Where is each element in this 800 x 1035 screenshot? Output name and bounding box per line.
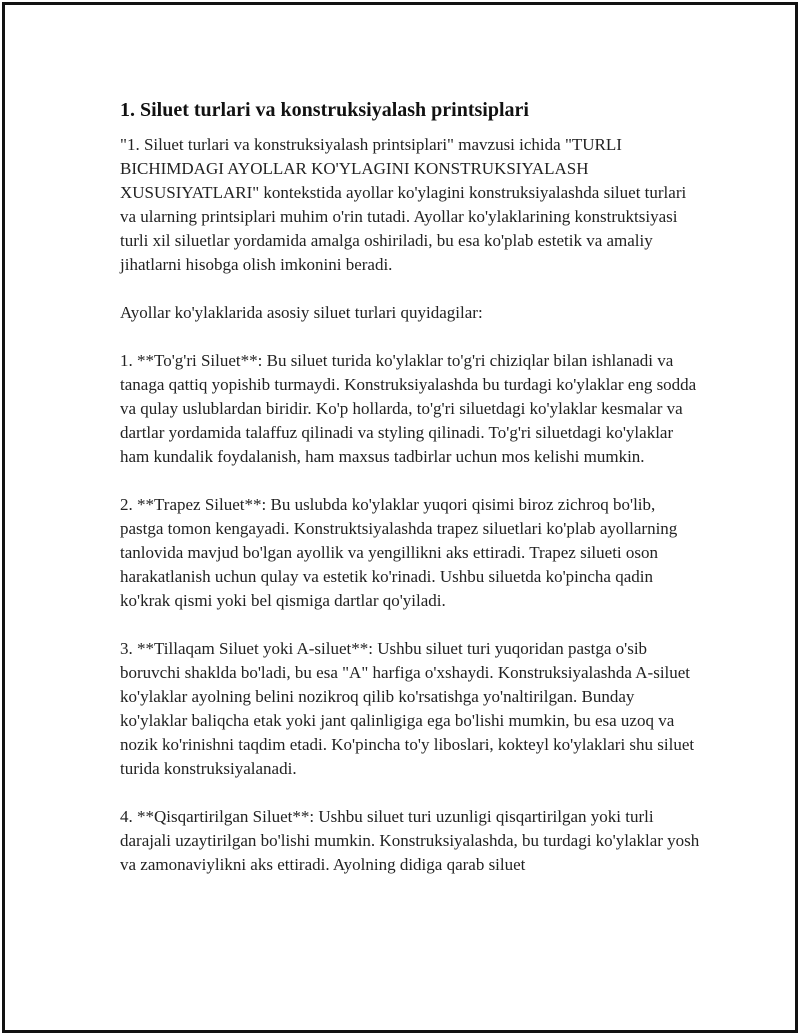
straight-silhouette-paragraph: 1. **To'g'ri Siluet**: Bu siluet turida ko'ylaklar to'g'ri chiziqlar bilan ishlanadi va tanaga qattiq yopishib turmaydi. Konstruksiyalashda bu turdagi ko'ylaklar eng sodda va qulay uslublardan biridir. Ko'p hollarda, to'g'ri siluetdagi ko'ylaklar kesmalar va dartlar yordamida talaffuz qilinadi va styling qilinadi. To'g'ri siluetdagi ko'ylaklar ham kundalik foydalanish, ham maxsus tadbirlar uchun mos kelishi mumkin. (120, 351, 697, 466)
document-title: 1. Siluet turlari va konstruksiyalash printsiplari (120, 99, 529, 121)
trapeze-silhouette-paragraph: 2. **Trapez Siluet**: Bu uslubda ko'ylaklar yuqori qisimi biroz zichroq bo'lib, pastga tomon kengayadi. Konstruktsiyalashda trapez siluetlari ko'plab ayollarning tanlovida mavjud bo'lgan ayollik va yengillikni aks ettiradi. Trapez silueti oson harakatlanish uchun qulay va estetik ko'rinadi. Ushbu siluetda ko'pincha qadin ko'krak qismi yoki bel qismiga dartlar qo'yiladi. (120, 495, 678, 610)
document-body (120, 97, 700, 901)
intro-paragraph: "1. Siluet turlari va konstruksiyalash printsiplari" mavzusi ichida "TURLI BICHIMDAGI AYOLLAR KO'YLAGINI KONSTRUKSIYALASH XUSUSIYATLARI" kontekstida ayollar ko'ylagini konstruksiyalashda siluet turlari va ularning printsiplari muhim o'rin tutadi. Ayollar ko'ylaklarining konstruktsiyasi turli xil siluetlar yordamida amalga oshiriladi, bu esa ko'plab estetik va amaliy jihatlarni hisobga olish imkonini beradi. (120, 135, 687, 274)
silhouette-types-lead: Ayollar ko'ylaklarida asosiy siluet turlari quyidagilar: (120, 303, 483, 322)
page-frame (2, 2, 798, 1033)
a-silhouette-paragraph: 3. **Tillaqam Siluet yoki A-siluet**: Ushbu siluet turi yuqoridan pastga o'sib boruvchi shaklda bo'ladi, bu esa "A" harfiga o'xshaydi. Konstruksiyalashda A-siluet ko'ylaklar ayolning belini nozikroq qilib ko'rsatishga yo'naltirilgan. Bunday ko'ylaklar baliqcha etak yoki jant qalinligiga ega bo'lishi mumkin, bu esa uzoq va nozik ko'rinishni taqdim etadi. Ko'pincha to'y liboslari, kokteyl ko'ylaklari shu siluet turida konstruksiyalanadi. (120, 639, 695, 778)
shortened-silhouette-paragraph: 4. **Qisqartirilgan Siluet**: Ushbu siluet turi uzunligi qisqartirilgan yoki turli darajali uzaytirilgan bo'lishi mumkin. Konstruksiyalashda, bu turdagi ko'ylaklar yosh va zamonaviylikni aks ettiradi. Ayolning didiga qarab siluet (120, 807, 700, 874)
